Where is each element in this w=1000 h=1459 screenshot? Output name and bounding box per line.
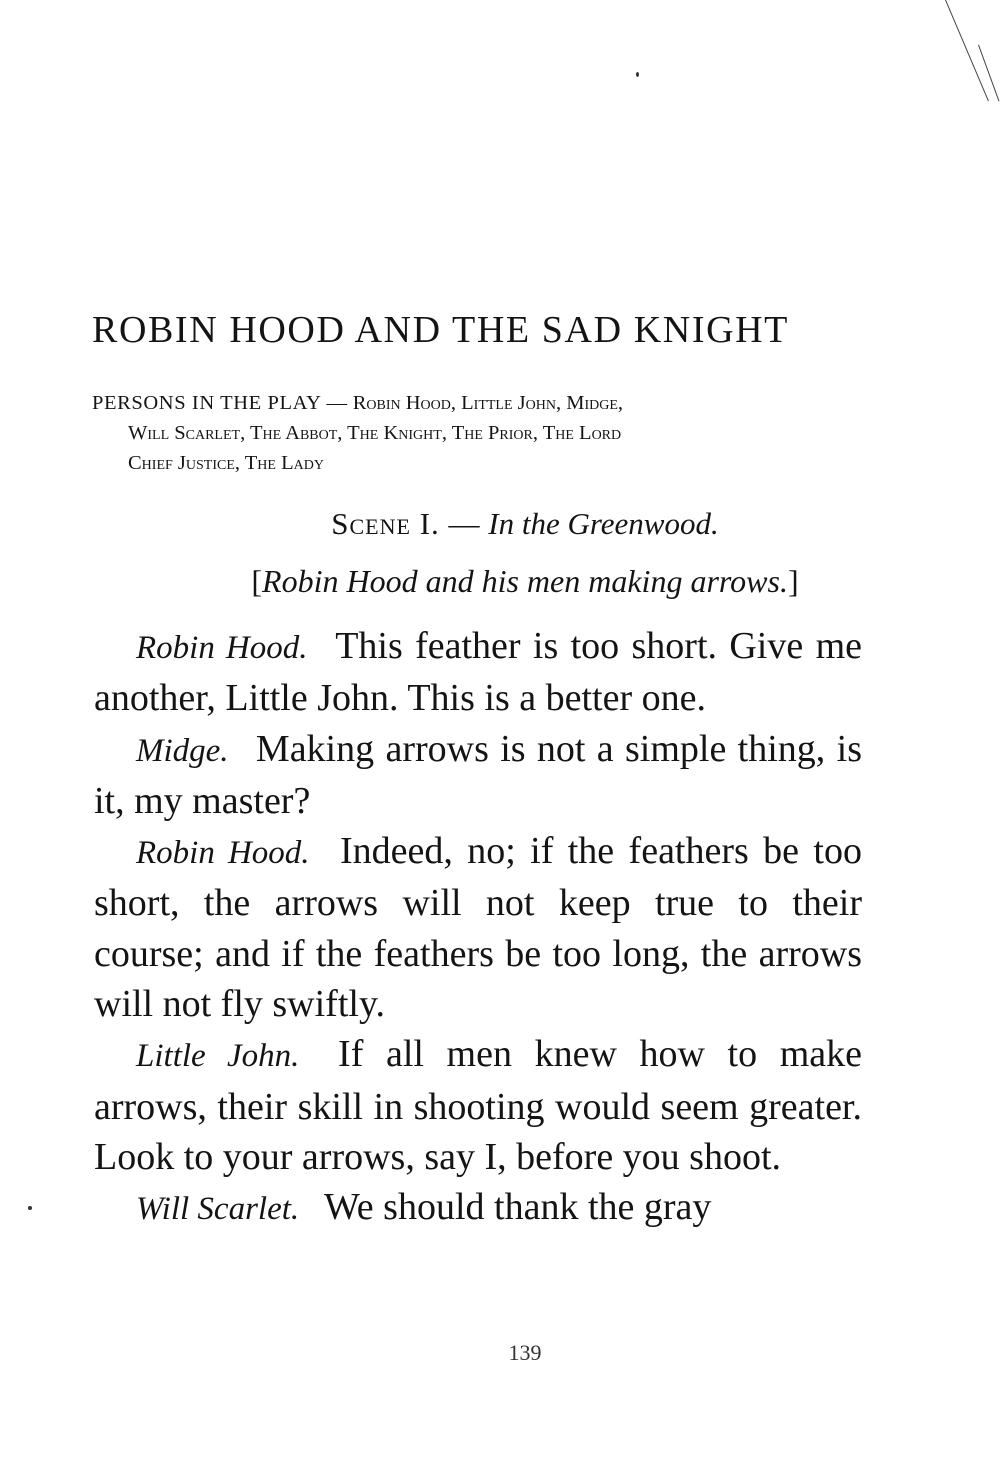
stage-bracket-close: ] [787, 563, 799, 599]
scene-label: Scene I. — [331, 506, 481, 541]
scan-speck [636, 72, 639, 77]
persons-names-line-3: Chief Justice, The Lady [128, 452, 324, 474]
dialogue-line [94, 621, 862, 724]
speech-text: Making arrows is not a simple thing, is it, my master? [94, 727, 862, 822]
play-title: ROBIN HOOD AND THE SAD KNIGHT [92, 309, 789, 351]
persons-lead: PERSONS IN THE PLAY — [92, 392, 348, 414]
page-number: 139 [508, 1340, 542, 1365]
dialogue-line [94, 1182, 862, 1234]
speech-text: Indeed, no; if the feathers be too short, the arrows will not keep true to their course; and if the feathers be too long, the arrows will not fly swiftly. [94, 830, 862, 1026]
stage-bracket-open: [ [251, 563, 263, 599]
speaker-name: Robin Hood. [136, 835, 310, 872]
scene-place: In the Greenwood. [488, 506, 719, 541]
scan-artifact-line [978, 45, 999, 102]
stage-direction-text: Robin Hood and his men making arrows. [262, 563, 788, 599]
scan-speck [28, 1206, 32, 1210]
speaker-name: Will Scarlet. [136, 1191, 300, 1228]
scan-artifact-line [945, 0, 989, 101]
dialogue-line [94, 724, 862, 827]
speech-text: If all men knew how to make arrows, their skill in shooting would seem greater. Look to your arrows, say I, before you shoot. [94, 1033, 863, 1178]
speaker-name: Robin Hood. [136, 630, 308, 666]
dialogue-line [94, 1029, 862, 1182]
speech-text: This feather is too short. Give me another, Little John. This is a better one. [94, 625, 862, 720]
persons-names-line-2: Will Scarlet, The Abbot, The Knight, The Prior, The Lord [128, 422, 622, 444]
dialogue [94, 621, 862, 1235]
scene-heading [0, 506, 1000, 542]
dialogue-line [94, 826, 862, 1029]
speech-text: We should thank the gray [323, 1186, 712, 1229]
persons-in-the-play [92, 388, 862, 478]
speaker-name: Little John. [136, 1038, 300, 1075]
persons-names-line-1: Robin Hood, Little John, Midge, [352, 392, 624, 414]
speaker-name: Midge. [136, 732, 229, 769]
stage-direction [0, 563, 1000, 600]
